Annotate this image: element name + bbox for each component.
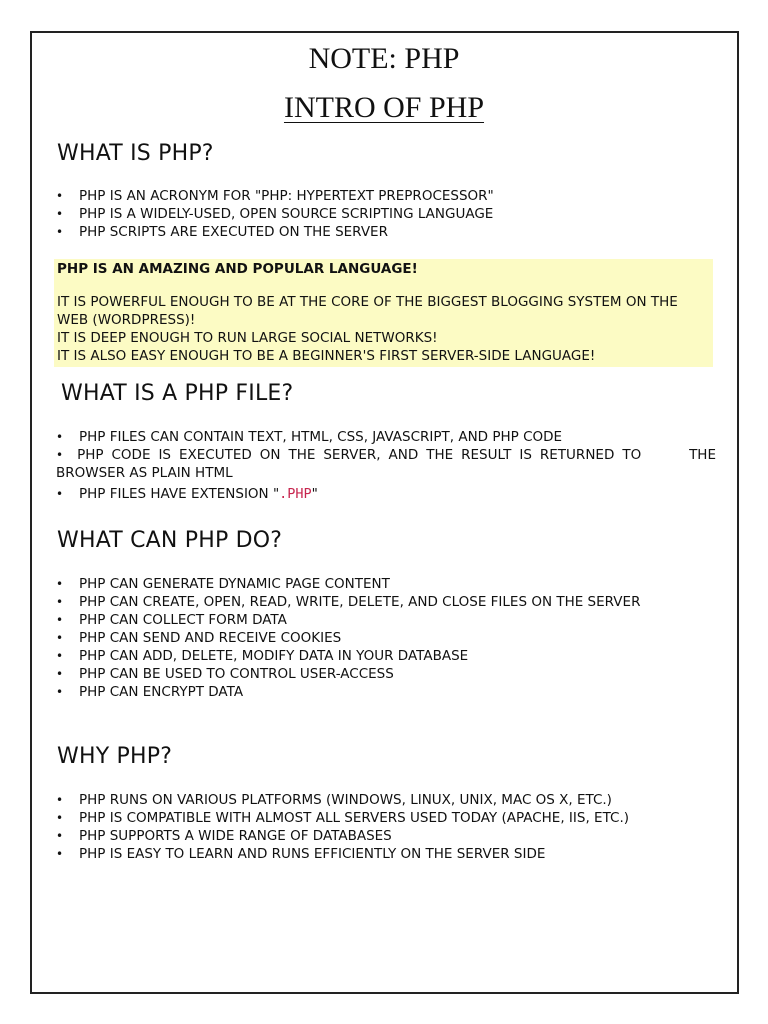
list-item: • PHP CAN GENERATE DYNAMIC PAGE CONTENT bbox=[56, 575, 656, 593]
list-item: • PHP CAN BE USED TO CONTROL USER-ACCESS bbox=[56, 665, 656, 683]
list-item: • PHP IS COMPATIBLE WITH ALMOST ALL SERVERS USED TODAY (APACHE, IIS, ETC.) bbox=[56, 809, 656, 827]
list-why-php bbox=[56, 791, 656, 863]
list-item: • PHP IS EASY TO LEARN AND RUNS EFFICIENTLY ON THE SERVER SIDE bbox=[56, 845, 656, 863]
list-item: • PHP IS A WIDELY-USED, OPEN SOURCE SCRIPTING LANGUAGE bbox=[56, 205, 716, 223]
list-item: • PHP CAN ADD, DELETE, MODIFY DATA IN YOUR DATABASE bbox=[56, 647, 656, 665]
heading-what-is-php-file: WHAT IS A PHP FILE? bbox=[61, 381, 294, 406]
list-item: • PHP CAN CREATE, OPEN, READ, WRITE, DELETE, AND CLOSE FILES ON THE SERVER bbox=[56, 593, 656, 611]
list-item: • PHP SCRIPTS ARE EXECUTED ON THE SERVER bbox=[56, 223, 716, 241]
heading-what-can-php-do: WHAT CAN PHP DO? bbox=[57, 528, 283, 553]
list-item-text: PHP CODE IS EXECUTED ON THE SERVER, AND THE RESULT IS RETURNED TO THE BROWSER AS PLAIN HTML bbox=[56, 447, 721, 481]
highlight-bold-line: PHP IS AN AMAZING AND POPULAR LANGUAGE! bbox=[57, 261, 418, 277]
list-item bbox=[56, 485, 716, 503]
list-item bbox=[56, 446, 721, 482]
highlight-line-2: IT IS DEEP ENOUGH TO RUN LARGE SOCIAL NETWORKS! bbox=[57, 330, 438, 346]
highlight-line-1: IT IS POWERFUL ENOUGH TO BE AT THE CORE OF THE BIGGEST BLOGGING SYSTEM ON THE WEB (WORDPRESS)! bbox=[57, 294, 678, 328]
page-subtitle bbox=[0, 91, 768, 125]
list-item-text: " bbox=[311, 486, 318, 502]
list-item: • PHP SUPPORTS A WIDE RANGE OF DATABASES bbox=[56, 827, 656, 845]
highlight-line-3: IT IS ALSO EASY ENOUGH TO BE A BEGINNER'S FIRST SERVER-SIDE LANGUAGE! bbox=[57, 348, 596, 364]
list-item: • PHP CAN COLLECT FORM DATA bbox=[56, 611, 656, 629]
heading-why-php: WHY PHP? bbox=[57, 744, 173, 769]
list-item-text: PHP FILES HAVE EXTENSION " bbox=[79, 486, 280, 502]
page-title: NOTE: PHP bbox=[308, 42, 460, 75]
list-php-file bbox=[56, 428, 721, 503]
subtitle-text: INTRO OF PHP bbox=[283, 91, 485, 124]
heading-what-is-php: WHAT IS PHP? bbox=[57, 141, 214, 166]
highlight-box bbox=[54, 259, 713, 367]
list-item: • PHP RUNS ON VARIOUS PLATFORMS (WINDOWS, LINUX, UNIX, MAC OS X, ETC.) bbox=[56, 791, 656, 809]
list-item: • PHP CAN SEND AND RECEIVE COOKIES bbox=[56, 629, 656, 647]
list-what-is-php bbox=[56, 187, 716, 241]
list-item: • PHP FILES CAN CONTAIN TEXT, HTML, CSS, JAVASCRIPT, AND PHP CODE bbox=[56, 428, 716, 446]
list-item: • PHP IS AN ACRONYM FOR "PHP: HYPERTEXT PREPROCESSOR" bbox=[56, 187, 716, 205]
list-item: • PHP CAN ENCRYPT DATA bbox=[56, 683, 656, 701]
list-what-can-php-do bbox=[56, 575, 656, 701]
php-extension-code: .PHP bbox=[279, 486, 312, 502]
